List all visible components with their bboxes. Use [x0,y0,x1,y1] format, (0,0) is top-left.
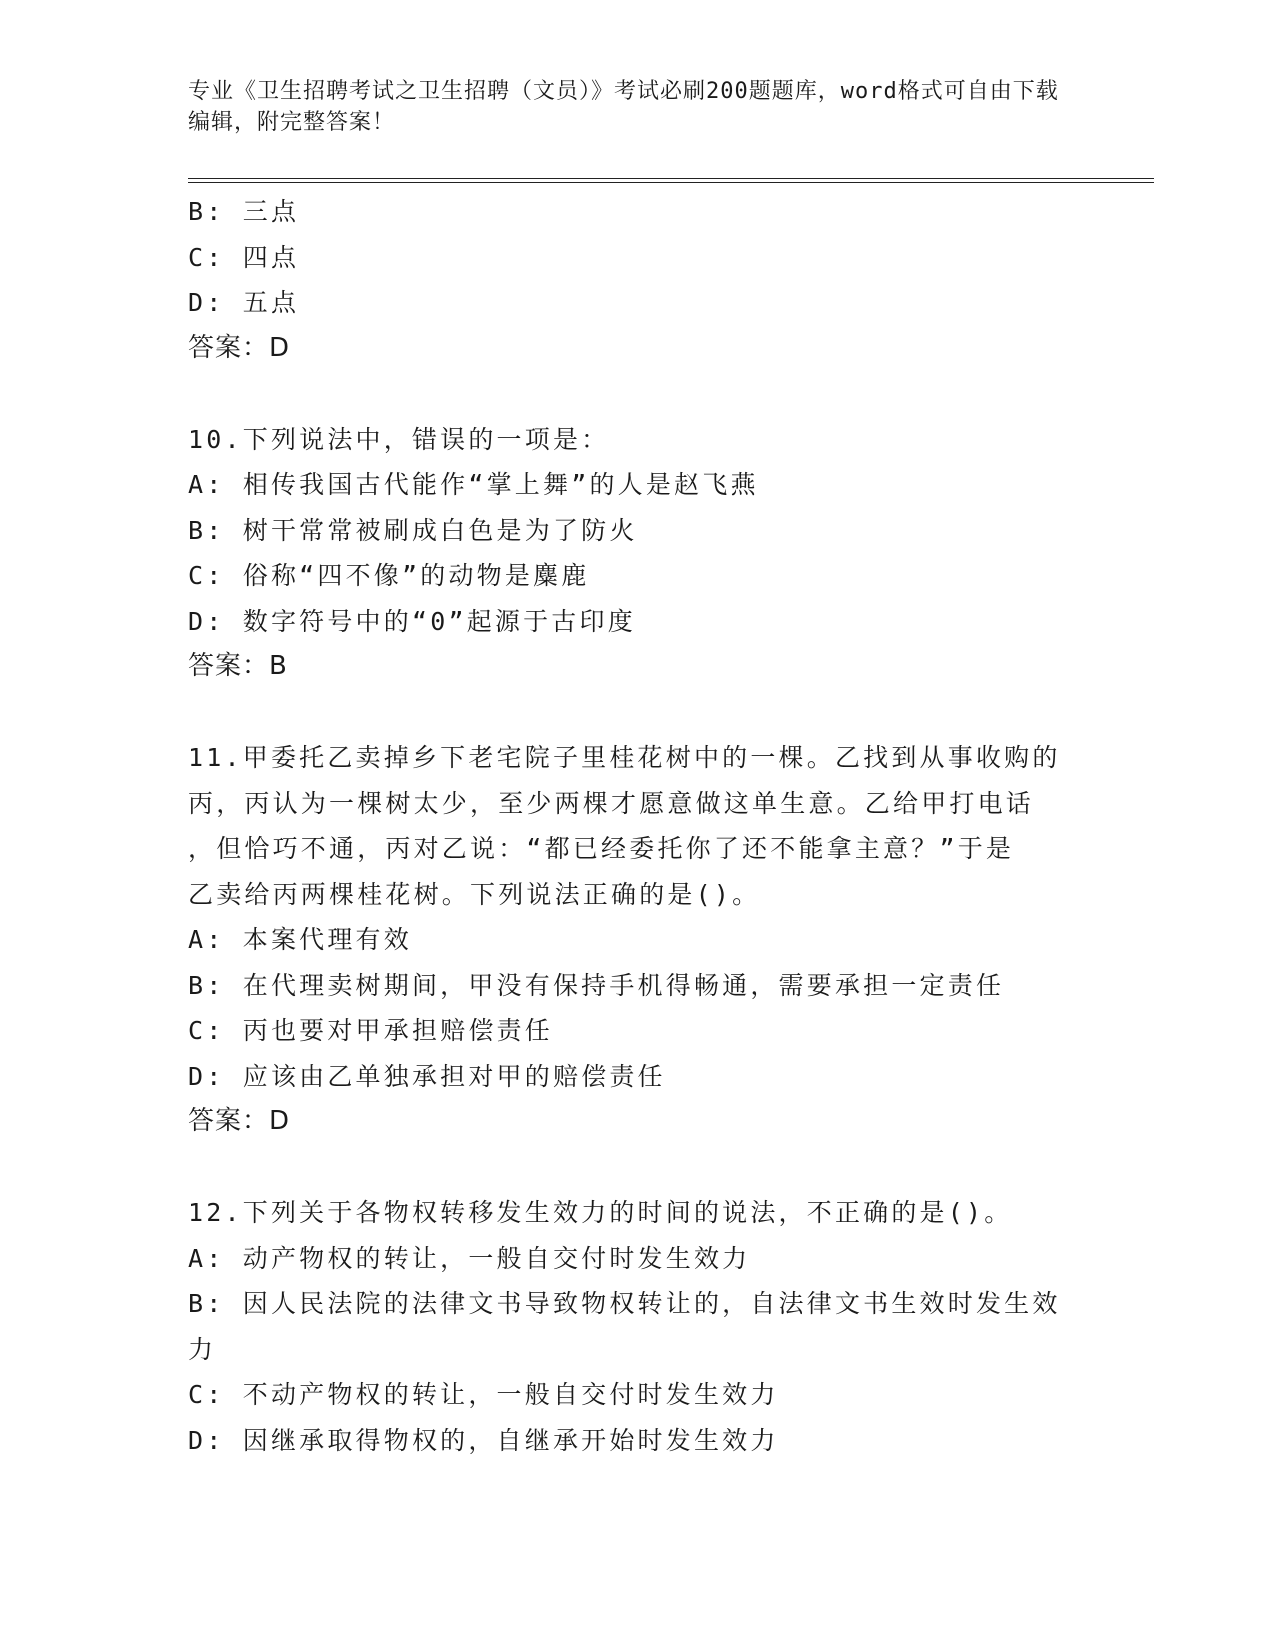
option-d: D: 因继承取得物权的，自继承开始时发生效力 [188,1425,779,1455]
option-b: B: 三点 [188,197,300,226]
option-c: C: 不动产物权的转让，一般自交付时发生效力 [188,1380,779,1409]
answer-line: 答案：D [188,1106,291,1136]
question-stem-line: ，但恰巧不通，丙对乙说：“都已经委托你了还不能拿主意？”于是 [188,834,1015,863]
spacer [188,690,1088,736]
header-divider [188,178,1154,183]
question-body [188,189,1088,1463]
spacer [188,371,1088,417]
answer-line: 答案：D [188,332,291,363]
option-b: B: 树干常常被刷成白色是为了防火 [188,515,638,545]
document-header: 专业《卫生招聘考试之卫生招聘（文员）》考试必刷200题题库，word格式可自由下载编辑，附完整答案！ [188,79,1059,135]
answer-line: 答案：B [188,651,288,681]
option-d: D: 五点 [188,288,300,317]
option-b: B: 因人民法院的法律文书导致物权转让的，自法律文书生效时发生效 [188,1289,1061,1318]
question-stem-line: 丙，丙认为一棵树太少，至少两棵才愿意做这单生意。乙给甲打电话 [188,788,1035,818]
question-stem: 10.下列说法中，错误的一项是： [188,424,610,454]
question-stem-line: 乙卖给丙两棵桂花树。下列说法正确的是()。 [188,879,761,909]
option-a: A: 相传我国古代能作“掌上舞”的人是赵飞燕 [188,470,759,499]
option-c: C: 丙也要对甲承担赔偿责任 [188,1016,553,1045]
option-d: D: 应该由乙单独承担对甲的赔偿责任 [188,1061,666,1091]
option-a: A: 本案代理有效 [188,925,412,954]
option-a: A: 动产物权的转让，一般自交付时发生效力 [188,1243,751,1273]
option-d: D: 数字符号中的“0”起源于古印度 [188,606,636,636]
question-stem: 12.下列关于各物权转移发生效力的时间的说法，不正确的是()。 [188,1198,1013,1227]
option-b: B: 在代理卖树期间，甲没有保持手机得畅通，需要承担一定责任 [188,970,1005,1000]
option-b-continued: 力 [188,1334,217,1364]
option-c: C: 俗称“四不像”的动物是麋鹿 [188,561,590,590]
spacer [188,1145,1088,1191]
option-c: C: 四点 [188,242,300,272]
question-stem-line: 11.甲委托乙卖掉乡下老宅院子里桂花树中的一棵。乙找到从事收购的 [188,743,1061,772]
